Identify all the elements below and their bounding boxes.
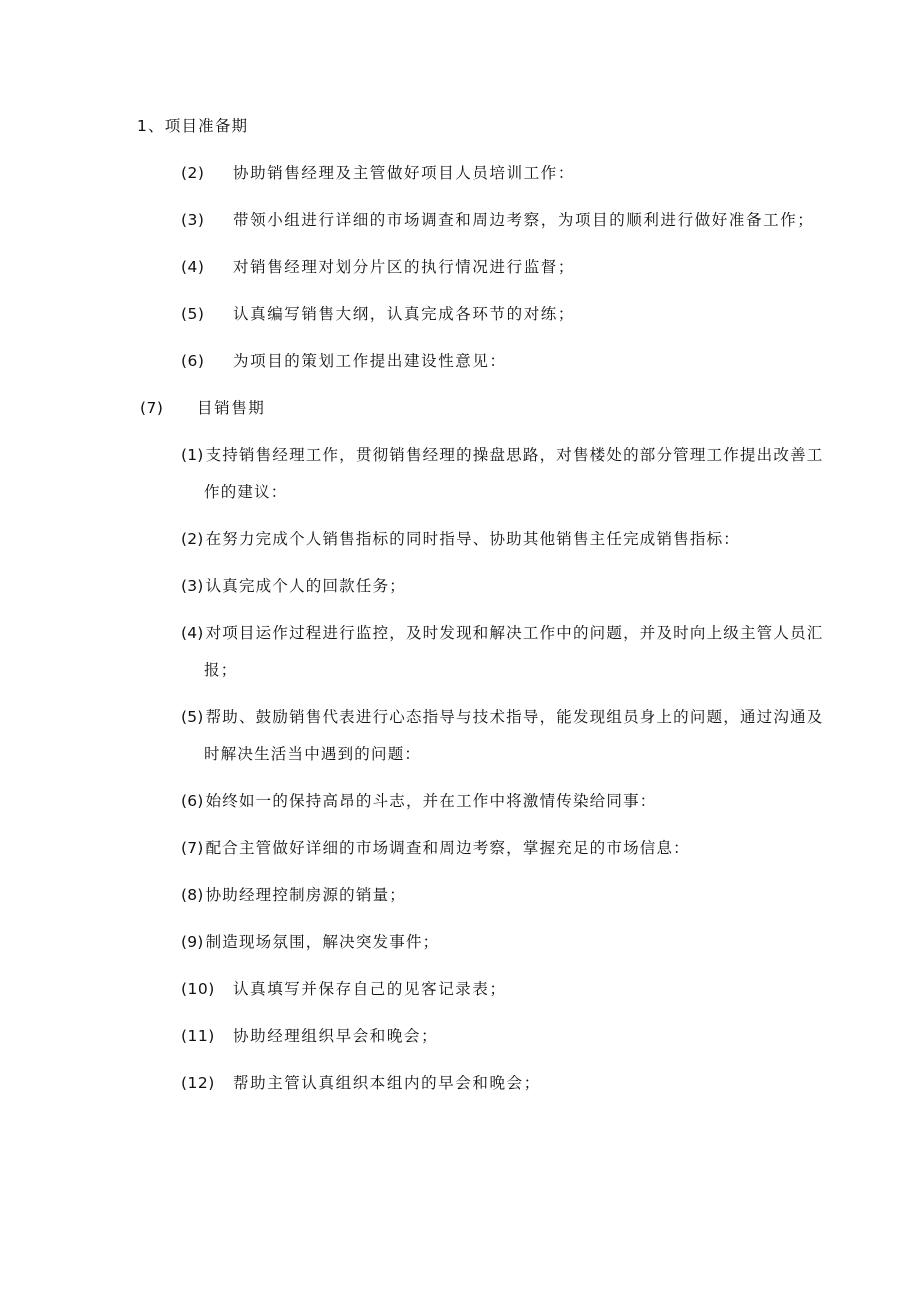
item-number: (3): [181, 211, 205, 229]
list-item: [181, 529, 740, 549]
item-number: (1): [181, 446, 204, 464]
section-heading: 目销售期: [197, 399, 266, 417]
item-text: 认真填写并保存自己的见客记录表；: [233, 980, 507, 998]
section-heading: 1、项目准备期: [137, 117, 249, 135]
list-item: [181, 932, 439, 952]
section-number: (7): [140, 399, 164, 417]
item-number: (2): [181, 530, 204, 548]
item-text: 制造现场氛围，解决突发事件；: [205, 933, 440, 951]
item-number: (7): [181, 839, 204, 857]
item-text: 对项目运作过程进行监控，及时发现和解决工作中的问题，并及时向上级主管人员汇: [205, 624, 824, 642]
item-number: (9): [181, 933, 204, 951]
list-item: [181, 791, 656, 811]
list-item: [181, 707, 823, 727]
item-text: 带领小组进行详细的市场调查和周边考察，为项目的顺利进行做好准备工作；: [233, 211, 815, 229]
item-text: 协助经理组织早会和晚会；: [233, 1027, 439, 1045]
item-text: 配合主管做好详细的市场调查和周边考察，掌握充足的市场信息：: [205, 839, 690, 857]
item-continuation: 时解决生活当中遇到的问题：: [204, 745, 422, 763]
item-number: (2): [181, 164, 205, 182]
item-text: 对销售经理对划分片区的执行情况进行监督；: [233, 258, 576, 276]
item-number: (11): [181, 1027, 215, 1045]
item-text: 协助经理控制房源的销量；: [205, 886, 406, 904]
item-text: 认真编写销售大纲，认真完成各环节的对练；: [233, 305, 576, 323]
item-text: 在努力完成个人销售指标的同时指导、协助其他销售主任完成销售指标：: [205, 530, 740, 548]
item-number: (4): [181, 624, 204, 642]
list-item: [181, 838, 690, 858]
item-text: 认真完成个人的回款任务；: [205, 577, 406, 595]
list-item: [181, 885, 406, 905]
list-item: [181, 576, 406, 596]
item-number: (4): [181, 258, 205, 276]
item-number: (6): [181, 352, 205, 370]
item-continuation: 报；: [204, 661, 238, 679]
item-number: (12): [181, 1074, 215, 1092]
item-text: 协助销售经理及主管做好项目人员培训工作：: [233, 164, 576, 182]
item-text: 支持销售经理工作，贯彻销售经理的操盘思路，对售楼处的部分管理工作提出改善工: [205, 446, 824, 464]
item-number: (5): [181, 708, 204, 726]
list-item: [181, 623, 823, 643]
item-number: (5): [181, 305, 205, 323]
item-number: (6): [181, 792, 204, 810]
item-text: 帮助主管认真组织本组内的早会和晚会；: [233, 1074, 541, 1092]
item-number: (3): [181, 577, 204, 595]
item-text: 始终如一的保持高昂的斗志，并在工作中将激情传染给同事：: [205, 792, 657, 810]
item-number: (8): [181, 886, 204, 904]
item-text: 为项目的策划工作提出建设性意见：: [233, 352, 507, 370]
item-text: 帮助、鼓励销售代表进行心态指导与技术指导，能发现组员身上的问题，通过沟通及: [205, 708, 824, 726]
list-item: [181, 445, 823, 465]
item-number: (10): [181, 980, 215, 998]
item-continuation: 作的建议：: [204, 483, 288, 501]
